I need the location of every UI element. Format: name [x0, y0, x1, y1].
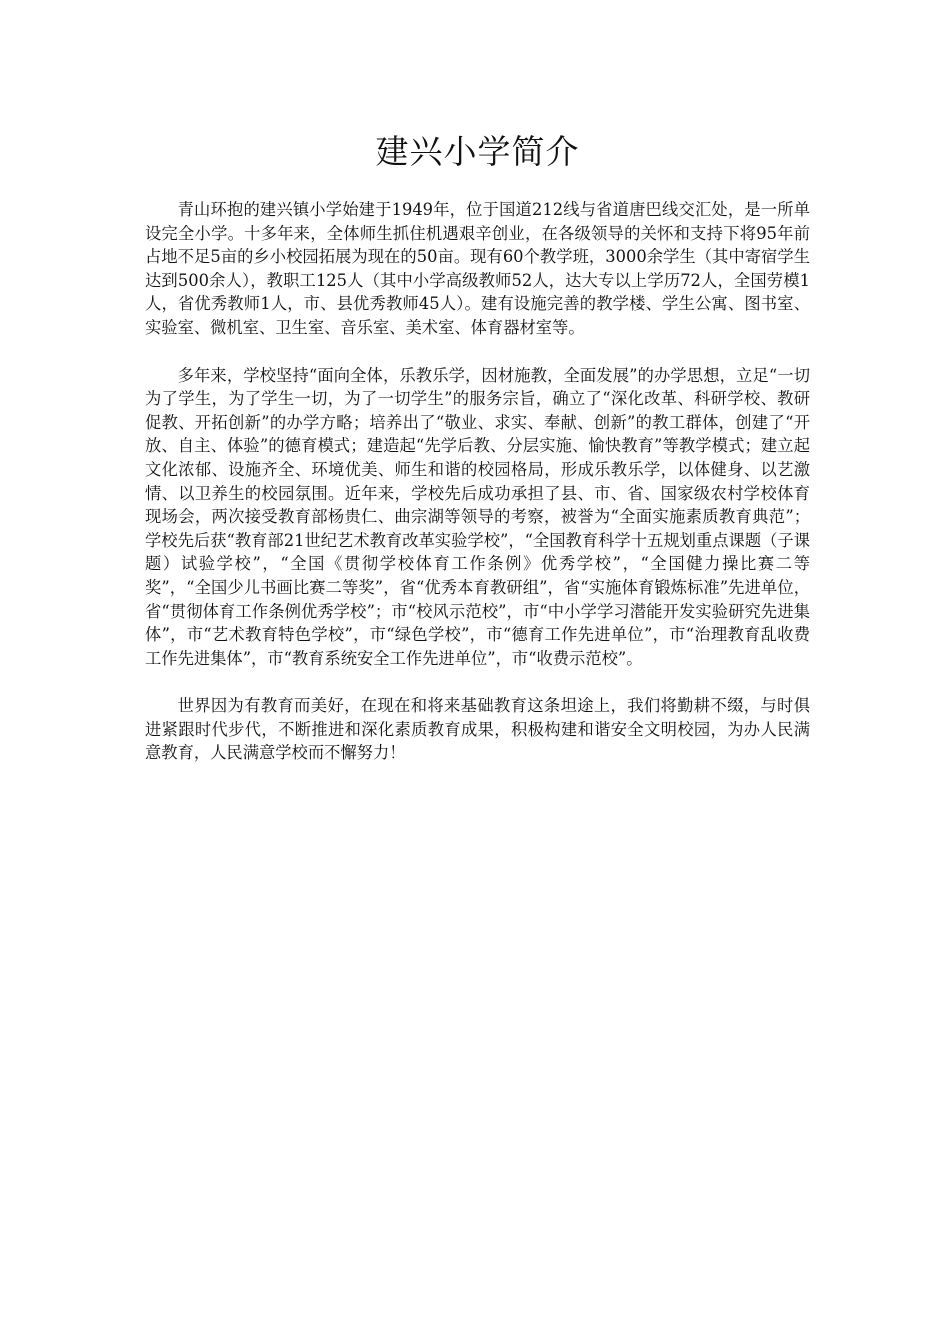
paragraph-history: 青山环抱的建兴镇小学始建于1949年，位于国道212线与省道唐巴线交汇处，是一所单设完全小学。十多年来，全体师生抓住机遇艰辛创业，在各级领导的关怀和支持下将95年前占地不足5亩的乡小校园拓展为现在的50亩。现有60个教学班，3000余学生（其中寄宿学生达到500余人），教职工125人（其中小学高级教师52人，达大专以上学历72人，全国劳模1人，省优秀教师1人，市、县优秀教师45人）。建有设施完善的教学楼、学生公寓、图书室、实验室、微机室、卫生室、音乐室、美术室、体育器材室等。 — [145, 200, 810, 337]
paragraph-achievements: 多年来，学校坚持“面向全体，乐教乐学，因材施教，全面发展”的办学思想，立足“一切为了学生，为了学生一切，为了一切学生”的服务宗旨，确立了“深化改革、科研学校、教研促教、开拓创新”的办学方略；培养出了“敬业、求实、奉献、创新”的教工群体，创建了“开放、自主、体验”的德育模式；建造起“先学后教、分层实施、愉快教育”等教学模式；建立起文化浓郁、设施齐全、环境优美、师生和谐的校园格局，形成乐教乐学，以体健身、以艺激情、以卫养生的校园氛围。近年来，学校先后成功承担了县、市、省、国家级农村学校体育现场会，两次接受教育部杨贵仁、曲宗湖等领导的考察，被誉为“全面实施素质教育典范”；学校先后获“教育部21世纪艺术教育改革实验学校”，“全国教育科学十五规划重点课题（子课题）试验学校”，“全国《贯彻学校体育工作条例》优秀学校”，“全国健力操比赛二等奖”，“全国少儿书画比赛二等奖”，省“优秀本育教研组”，省“实施体育锻炼标准”先进单位，省“贯彻体育工作条例优秀学校”；市“校风示范校”，市“中小学学习潜能开发实验研究先进集体”，市“艺术教育特色学校”，市“绿色学校”，市“德育工作先进单位”，市“治理教育乱收费工作先进集体”，市“教育系统安全工作先进单位”，市“收费示范校”。 — [145, 365, 810, 668]
document-title: 建兴小学简介 — [375, 132, 580, 171]
document-page — [145, 128, 810, 789]
paragraph-outlook: 世界因为有教育而美好，在现在和将来基础教育这条坦途上，我们将勤耕不缀，与时俱进紧跟时代步代，不断推进和深化素质教育成果，积极构建和谐安全文明校园，为办人民满意教育，人民满意学校而不懈努力！ — [145, 696, 810, 763]
